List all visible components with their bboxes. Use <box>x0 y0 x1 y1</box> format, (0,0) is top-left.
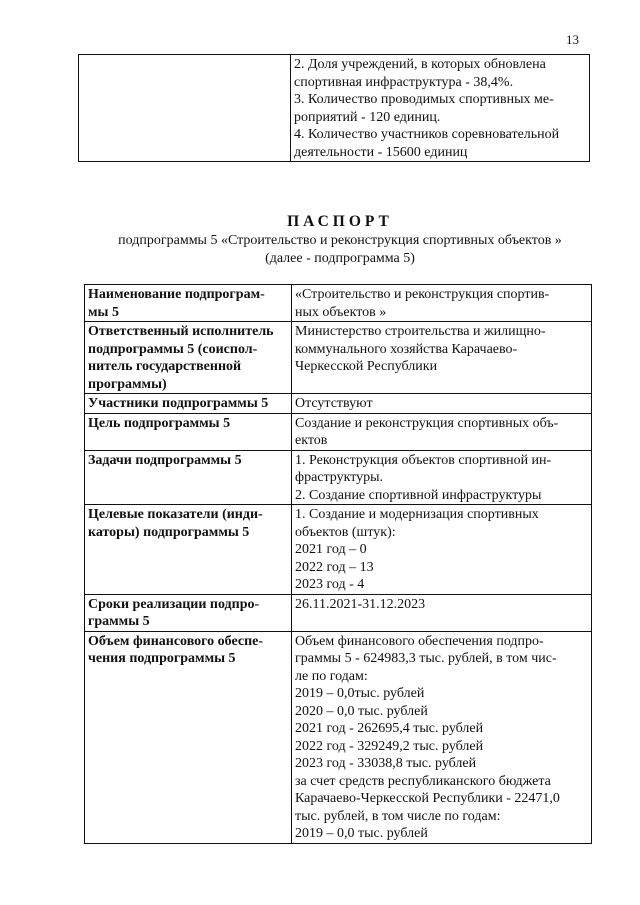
row-label <box>85 631 292 843</box>
value-line: за счет средств республиканского бюджета <box>295 773 551 789</box>
value-line: ных объектов » <box>295 304 387 320</box>
indicator-line: спортивная инфраструктура - 38,4%. <box>294 74 514 90</box>
row-value <box>292 394 592 414</box>
row-value <box>292 594 592 631</box>
value-line: 2. Создание спортивной инфраструктуры <box>295 487 542 503</box>
passport-subtitle-note: (далее - подпрограмма 5) <box>265 251 415 266</box>
value-line: Объем финансового обеспечения подпро- <box>295 633 544 649</box>
row-label <box>85 285 292 322</box>
value-line: 2021 год - 262695,4 тыс. рублей <box>295 721 484 736</box>
label-line: нитель государственной <box>88 359 242 374</box>
value-line: 2023 год - 4 <box>295 577 365 592</box>
value-line: Создание и реконструкция спортивных объ- <box>295 415 559 431</box>
row-value <box>292 505 592 595</box>
row-value <box>292 285 592 322</box>
value-line: граммы 5 - 624983,3 тыс. рублей, в том чис- <box>295 651 557 666</box>
indicator-line: 3. Количество проводимых спортивных ме- <box>294 92 554 107</box>
table-row <box>85 285 592 322</box>
empty-label-cell <box>79 55 291 162</box>
label-line: чения подпрограммы 5 <box>88 651 236 666</box>
label-line: Участники подпрограммы 5 <box>88 396 269 411</box>
table-row <box>85 322 592 394</box>
passport-subtitle: подпрограммы 5 «Строительство и реконструкция спортивных объектов » <box>118 233 562 248</box>
passport-heading <box>80 212 600 268</box>
table-row <box>79 55 590 162</box>
row-label <box>85 394 292 414</box>
value-line: 2020 – 0,0 тыс. рублей <box>295 703 428 719</box>
value-line: «Строительство и реконструкция спортив- <box>295 287 550 302</box>
value-line: 2022 год – 13 <box>295 559 374 575</box>
indicators-cell <box>291 55 590 162</box>
value-line: 2019 – 0,0тыс. рублей <box>295 686 425 701</box>
row-value <box>292 413 592 450</box>
value-line: 2019 – 0,0 тыс. рублей <box>295 826 428 841</box>
label-line: граммы 5 <box>88 614 150 629</box>
value-line: 2022 год - 329249,2 тыс. рублей <box>295 738 484 754</box>
label-line: Объем финансового обеспе- <box>88 633 264 649</box>
table-row <box>85 631 592 843</box>
value-line: Черкесской Республики <box>295 359 438 374</box>
value-line: фраструктуры. <box>295 470 384 485</box>
indicator-line: роприятий - 120 единиц. <box>294 109 441 125</box>
label-line: мы 5 <box>88 304 119 320</box>
indicator-line: 2. Доля учреждений, в которых обновлена <box>294 57 546 72</box>
label-line: программы) <box>88 376 167 392</box>
continued-indicators-table <box>78 54 590 162</box>
value-line: Министерство строительства и жилищно- <box>295 324 546 339</box>
value-line: ектов <box>295 433 328 448</box>
value-line: Отсутствуют <box>295 396 373 411</box>
value-line: 2021 год – 0 <box>295 542 367 557</box>
indicator-line: деятельности - 15600 единиц <box>294 144 468 160</box>
value-line: объектов (штук): <box>295 524 396 540</box>
table-row <box>85 505 592 595</box>
row-label <box>85 594 292 631</box>
row-label <box>85 322 292 394</box>
value-line: 2023 год - 33038,8 тыс. рублей <box>295 756 477 771</box>
value-line: коммунального хозяйства Карачаево- <box>295 341 518 357</box>
row-value <box>292 322 592 394</box>
passport-title: ПАСПОРТ <box>287 213 393 230</box>
row-label <box>85 505 292 595</box>
value-line: 1. Создание и модернизация спортивных <box>295 507 539 522</box>
value-line: Карачаево-Черкесской Республики - 22471,0 <box>295 791 560 806</box>
row-value <box>292 631 592 843</box>
label-line: Задачи подпрограммы 5 <box>88 452 242 468</box>
passport-table <box>84 284 592 844</box>
row-value <box>292 450 592 505</box>
label-line: Ответственный исполнитель <box>88 324 274 339</box>
row-label <box>85 413 292 450</box>
table-row <box>85 450 592 505</box>
value-line: тыс. рублей, в том числе по годам: <box>295 808 501 824</box>
label-line: подпрограммы 5 (соиспол- <box>88 341 258 357</box>
label-line: каторы) подпрограммы 5 <box>88 524 250 540</box>
value-line: 26.11.2021-31.12.2023 <box>295 596 426 612</box>
label-line: Целевые показатели (инди- <box>88 507 263 522</box>
page-number: 13 <box>566 32 579 47</box>
label-line: Наименование подпрограм- <box>88 287 265 302</box>
table-row <box>85 413 592 450</box>
label-line: Сроки реализации подпро- <box>88 596 260 612</box>
table-row <box>85 394 592 414</box>
label-line: Цель подпрограммы 5 <box>88 415 231 431</box>
table-row <box>85 594 592 631</box>
value-line: ле по годам: <box>295 668 368 684</box>
indicator-line: 4. Количество участников соревновательной <box>294 127 560 142</box>
value-line: 1. Реконструкция объектов спортивной ин- <box>295 452 552 468</box>
row-label <box>85 450 292 505</box>
